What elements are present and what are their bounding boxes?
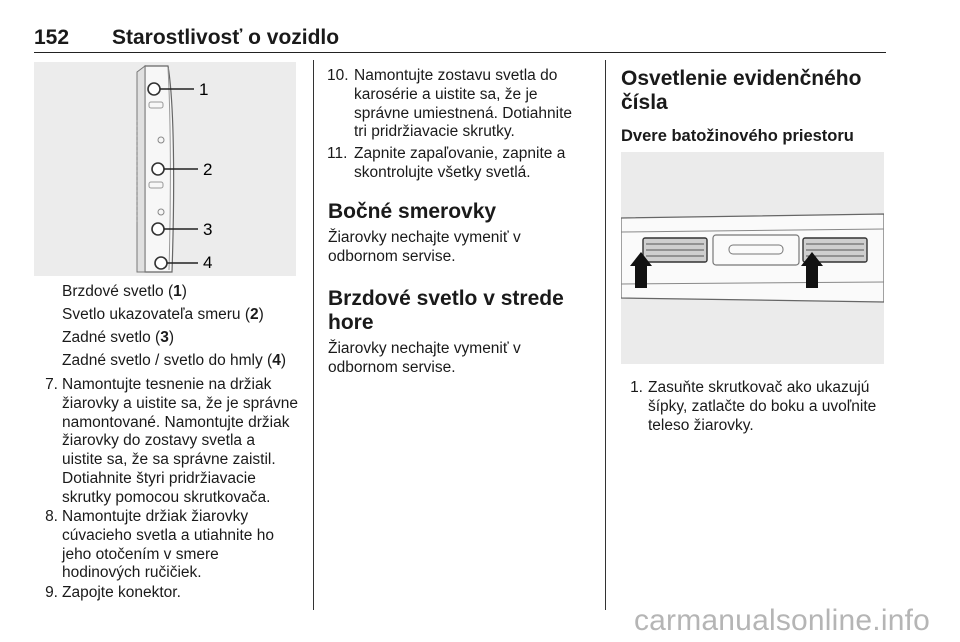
page-header [34, 24, 886, 53]
paragraph-turn-signals: Žiarovky nechajte vymeniť v odbornom servise. [328, 229, 521, 265]
legend-item: Svetlo ukazovateľa smeru (2) [62, 306, 264, 323]
column-divider-1 [313, 60, 314, 610]
tail-light-illustration [34, 62, 296, 276]
figure-tail-light-assembly [34, 62, 296, 276]
heading-license-plate-light: Osvetlenie evidenčného čísla [621, 67, 862, 114]
page-number: 152 [34, 26, 70, 49]
watermark: carmanualsonline.info [633, 604, 930, 637]
heading-center-brake-light: Brzdové svetlo v strede hore [328, 287, 564, 334]
legend-item: Zadné svetlo (3) [62, 329, 175, 346]
callout-2: 2 [203, 160, 213, 179]
legend-item: Brzdové svetlo (1) [62, 283, 187, 300]
callout-3: 3 [203, 220, 213, 239]
subheading-tailgate: Dvere batožinového priestoru [621, 127, 854, 145]
callout-4: 4 [203, 253, 213, 272]
page-title: Starostlivosť o vozidlo [112, 26, 340, 49]
paragraph-center-brake-light: Žiarovky nechajte vymeniť v odbornom servise. [328, 340, 521, 376]
column-divider-2 [605, 60, 606, 610]
figure-license-plate-light [621, 152, 884, 364]
legend-item: Zadné svetlo / svetlo do hmly (4) [62, 352, 287, 369]
license-plate-illustration [621, 152, 884, 364]
heading-turn-signals: Bočné smerovky [328, 200, 497, 223]
callout-1: 1 [199, 80, 209, 99]
